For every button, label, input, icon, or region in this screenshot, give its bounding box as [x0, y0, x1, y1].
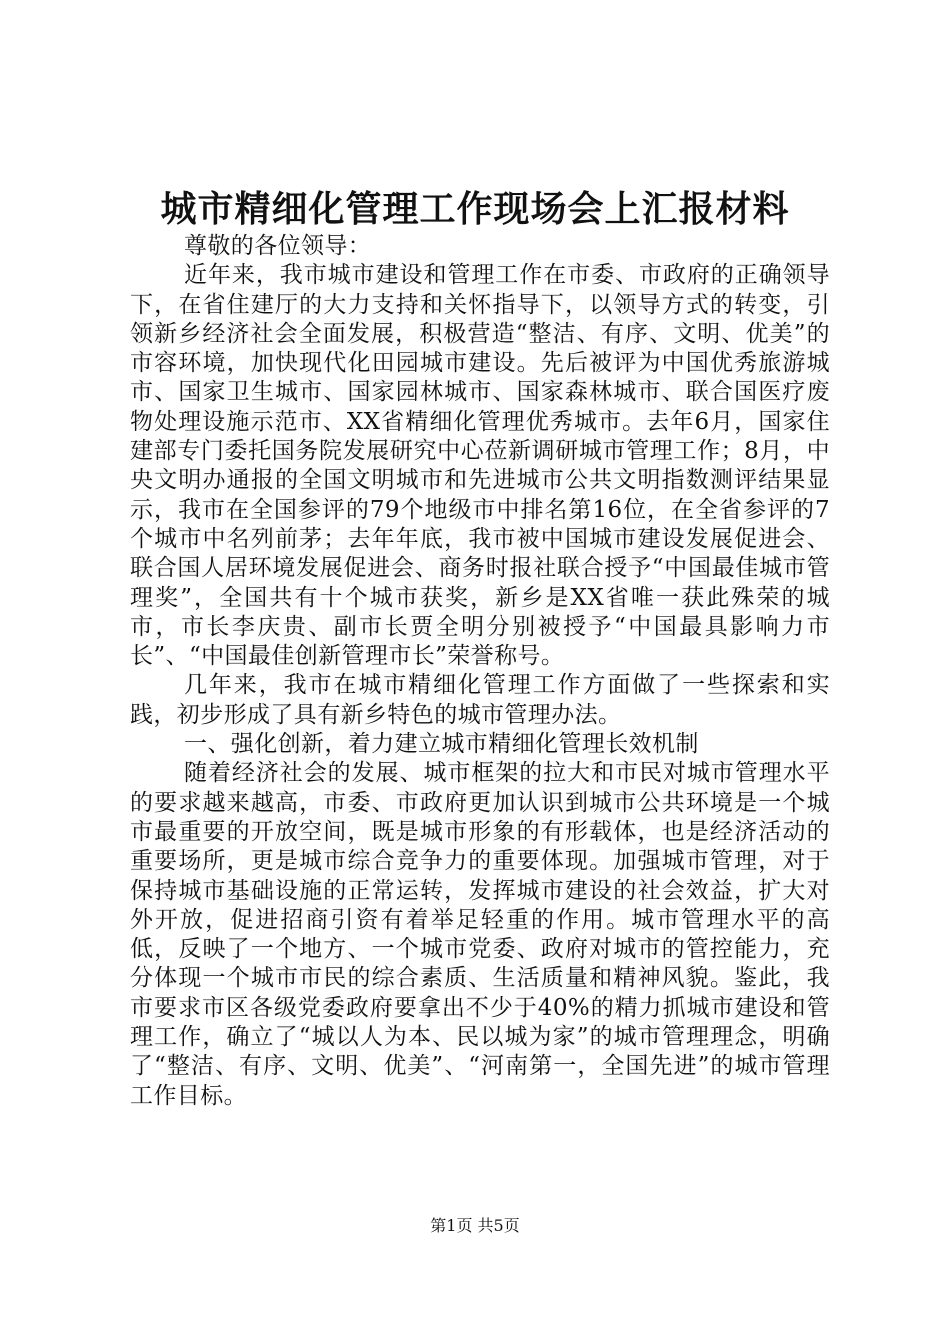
document-title: 城市精细化管理工作现场会上汇报材料: [160, 188, 790, 230]
body-paragraph: 随着经济社会的发展、城市框架的拉大和市民对城市管理水平的要求越来越高，市委、市政府更加认识到城市公共环境是一个城市最重要的开放空间，既是城市形象的有形载体，也是经济活动的重要场所，更是城市综合竞争力的重要体现。加强城市管理，对于保持城市基础设施的正常运转，发挥城市建设的社会效益，扩大对外开放，促进招商引资有着举足轻重的作用。城市管理水平的高低，反映了一个地方、一个城市党委、政府对城市的管控能力，充分体现一个城市市民的综合素质、生活质量和精神风貌。鉴此，我市要求市区各级党委政府要拿出不少于40%的精力抓城市建设和管理工作，确立了“城以人为本、民以城为家”的城市管理理念，明确了“整洁、有序、文明、优美”、“河南第一，全国先进”的城市管理工作目标。: [130, 760, 830, 1109]
page-number-footer: 第1页 共5页: [430, 1216, 520, 1235]
document-body: [130, 232, 830, 1111]
salutation-paragraph: 尊敬的各位领导：: [184, 233, 372, 259]
body-paragraph: 几年来，我市在城市精细化管理工作方面做了一些探索和实践，初步形成了具有新乡特色的城市管理办法。: [130, 672, 830, 728]
section-heading: 一、强化创新，着力建立城市精细化管理长效机制: [184, 731, 699, 758]
body-paragraph: 近年来，我市城市建设和管理工作在市委、市政府的正确领导下，在省住建厅的大力支持和关怀指导下，以领导方式的转变，引领新乡经济社会全面发展，积极营造“整洁、有序、文明、优美”的市容环境，加快现代化田园城市建设。先后被评为中国优秀旅游城市、国家卫生城市、国家园林城市、国家森林城市、联合国医疗废物处理设施示范市、XX省精细化管理优秀城市。去年6月，国家住建部专门委托国务院发展研究中心莅新调研城市管理工作；8月，中央文明办通报的全国文明城市和先进城市公共文明指数测评结果显示，我市在全国参评的79个地级市中排名第16位，在全省参评的7个城市中名列前茅；去年年底，我市被中国城市建设发展促进会、联合国人居环境发展促进会、商务时报社联合授予“中国最佳城市管理奖”，全国共有十个城市获奖，新乡是XX省唯一获此殊荣的城市，市长李庆贵、副市长贾全明分别被授予“中国最具影响力市长”、“中国最佳创新管理市长”荣誉称号。: [130, 262, 830, 670]
